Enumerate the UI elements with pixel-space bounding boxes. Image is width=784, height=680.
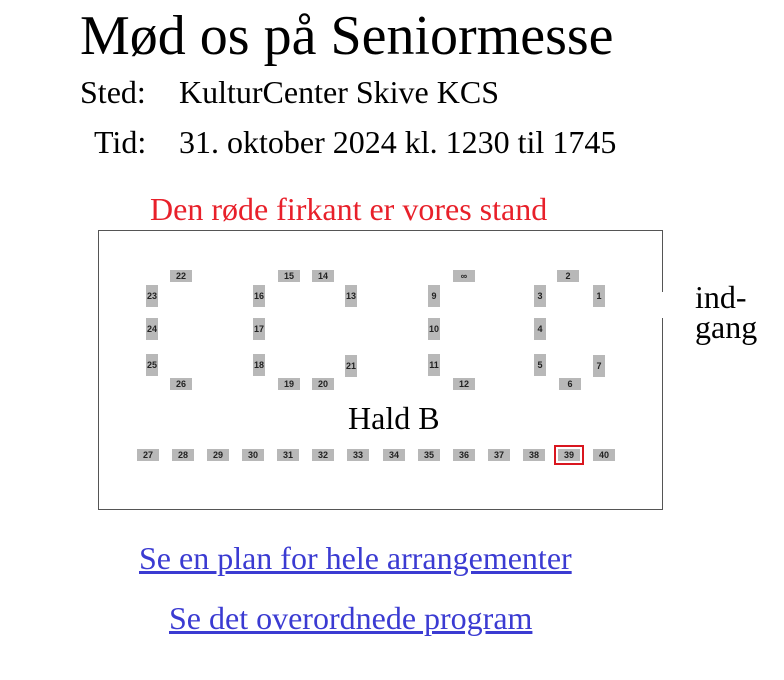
booth-29: 29: [207, 449, 229, 461]
booth-20: 20: [312, 378, 334, 390]
booth-6: 6: [559, 378, 581, 390]
booth-32: 32: [312, 449, 334, 461]
full-event-plan-link[interactable]: Se en plan for hele arrangementer: [139, 540, 572, 576]
booth-14: 14: [312, 270, 334, 282]
red-square-note: Den røde firkant er vores stand: [150, 191, 548, 227]
booth-35: 35: [418, 449, 440, 461]
booth-19: 19: [278, 378, 300, 390]
booth-26: 26: [170, 378, 192, 390]
entrance-label-line1: ind-: [695, 279, 747, 315]
place-value: KulturCenter Skive KCS: [179, 74, 499, 110]
booth-37: 37: [488, 449, 510, 461]
booth-34: 34: [383, 449, 405, 461]
booth-8: ∞: [453, 270, 475, 282]
overall-program-link[interactable]: Se det overordnede program: [169, 600, 533, 636]
booth-15: 15: [278, 270, 300, 282]
booth-25: 25: [146, 354, 158, 376]
booth-22: 22: [170, 270, 192, 282]
booth-27: 27: [137, 449, 159, 461]
booth-11: 11: [428, 354, 440, 376]
booth-38: 38: [523, 449, 545, 461]
page-title: Mød os på Seniormesse: [80, 5, 614, 67]
booth-4: 4: [534, 318, 546, 340]
booth-31: 31: [277, 449, 299, 461]
booth-40: 40: [593, 449, 615, 461]
booth-10: 10: [428, 318, 440, 340]
entrance-label: [695, 279, 758, 345]
time-label: Tid:: [94, 124, 147, 160]
booth-28: 28: [172, 449, 194, 461]
booth-36: 36: [453, 449, 475, 461]
place-label: Sted:: [80, 74, 146, 110]
booth-3: 3: [534, 285, 546, 307]
booth-18: 18: [253, 354, 265, 376]
booth-39-selected: 39: [558, 449, 580, 461]
booth-13: 13: [345, 285, 357, 307]
time-value: 31. oktober 2024 kl. 1230 til 1745: [179, 124, 617, 160]
booth-30: 30: [242, 449, 264, 461]
booth-1: 1: [593, 285, 605, 307]
hall-name: Hald B: [348, 400, 440, 436]
booth-9: 9: [428, 285, 440, 307]
booth-23: 23: [146, 285, 158, 307]
booth-12: 12: [453, 378, 475, 390]
booth-17: 17: [253, 318, 265, 340]
booth-24: 24: [146, 318, 158, 340]
booth-7: 7: [593, 355, 605, 377]
booth-16: 16: [253, 285, 265, 307]
entrance-door-gap: [662, 292, 666, 318]
entrance-label-line2: gang: [695, 309, 758, 345]
booth-5: 5: [534, 354, 546, 376]
booth-33: 33: [347, 449, 369, 461]
booth-2: 2: [557, 270, 579, 282]
booth-21: 21: [345, 355, 357, 377]
